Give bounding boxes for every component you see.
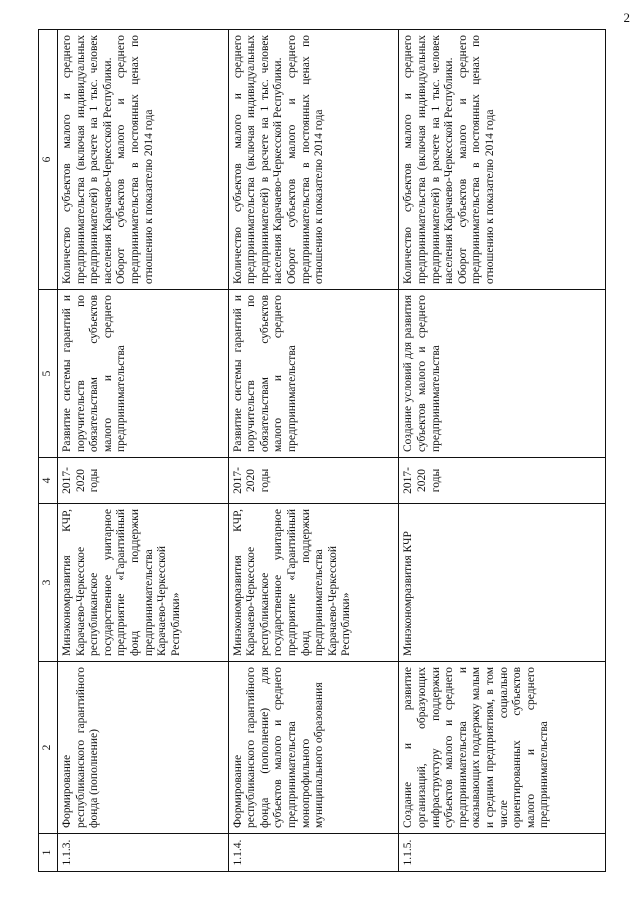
indicator-text: Оборот субъектов малого и среднего предпринимательства в постоянных ценах по отношению к показателю 2014 года — [456, 35, 496, 284]
period-cell: 2017-2020 годы — [399, 458, 606, 504]
program-events-table — [38, 29, 606, 872]
table-row — [228, 30, 399, 872]
executor-cell: Минэкономразвития КЧР, Карачаево-Черкесское республиканское государственное унитарное предприятие «Гарантийный фонд поддержки предпринимательства Карачаево-Черкесской Республики» — [58, 504, 229, 662]
executor-cell: Минэкономразвития КЧР, Карачаево-Черкесское республиканское государственное унитарное предприятие «Гарантийный фонд поддержки предпринимательства Карачаево-Черкесской Республики» — [228, 504, 399, 662]
indicator-text: Количество субъектов малого и среднего предпринимательства (включая индивидуальных предпринимателей) в расчете на 1 тыс. человек населения Карачаево-Черкесской Республики. — [402, 35, 456, 284]
column-header: 1 — [39, 834, 58, 872]
column-header: 3 — [39, 504, 58, 662]
row-number: 1.1.4. — [228, 834, 399, 872]
indicator-cell — [58, 30, 229, 290]
column-header: 2 — [39, 662, 58, 834]
row-number: 1.1.3. — [58, 834, 229, 872]
result-cell: Развитие системы гарантий и поручительств по обязательствам субъектов малого и среднего предпринимательства — [228, 290, 399, 458]
indicator-text: Оборот субъектов малого и среднего предпринимательства в постоянных ценах по отношению к показателю 2014 года — [115, 35, 155, 284]
event-cell: Формирование республиканского гарантийного фонда (пополнение) для субъектов малого и среднего предпринимательства монопрофильного муниципального образования — [228, 662, 399, 834]
indicator-cell — [399, 30, 606, 290]
column-header: 4 — [39, 458, 58, 504]
table-row — [58, 30, 229, 872]
column-header: 5 — [39, 290, 58, 458]
indicator-text: Количество субъектов малого и среднего предпринимательства (включая индивидуальных предпринимателей) в расчете на 1 тыс. человек населения Карачаево-Черкесской Республики. — [231, 35, 285, 284]
rotated-page — [38, 30, 606, 872]
period-cell: 2017-2020 годы — [228, 458, 399, 504]
result-cell: Создание условий для развития субъектов малого и среднего предпринимательства — [399, 290, 606, 458]
event-cell: Формирование республиканского гарантийного фонда (пополнение) — [58, 662, 229, 834]
table-row — [399, 30, 606, 872]
page-number: 2 — [623, 10, 630, 25]
header-row — [39, 30, 58, 872]
row-number: 1.1.5. — [399, 834, 606, 872]
indicator-text: Количество субъектов малого и среднего предпринимательства (включая индивидуальных предпринимателей) в расчете на 1 тыс. человек населения Карачаево-Черкесской Республики. — [61, 35, 114, 284]
executor-cell: Минэкономразвития КЧР — [399, 504, 606, 662]
indicator-text: Оборот субъектов малого и среднего предпринимательства в постоянных ценах по отношению к показателю 2014 года — [286, 35, 326, 284]
result-cell: Развитие системы гарантий и поручительств по обязательствам субъектов малого и среднего предпринимательства — [58, 290, 229, 458]
indicator-cell — [228, 30, 399, 290]
event-cell: Создание и развитие организаций, образующих инфраструктуру поддержки субъектов малого и среднего предпринимательства и оказывающих поддержку малым и средним предприятиям, в том числе социально ориентированных субъектов малого и среднего предпринимательства — [399, 662, 606, 834]
period-cell: 2017-2020 годы — [58, 458, 229, 504]
column-header: 6 — [39, 30, 58, 290]
